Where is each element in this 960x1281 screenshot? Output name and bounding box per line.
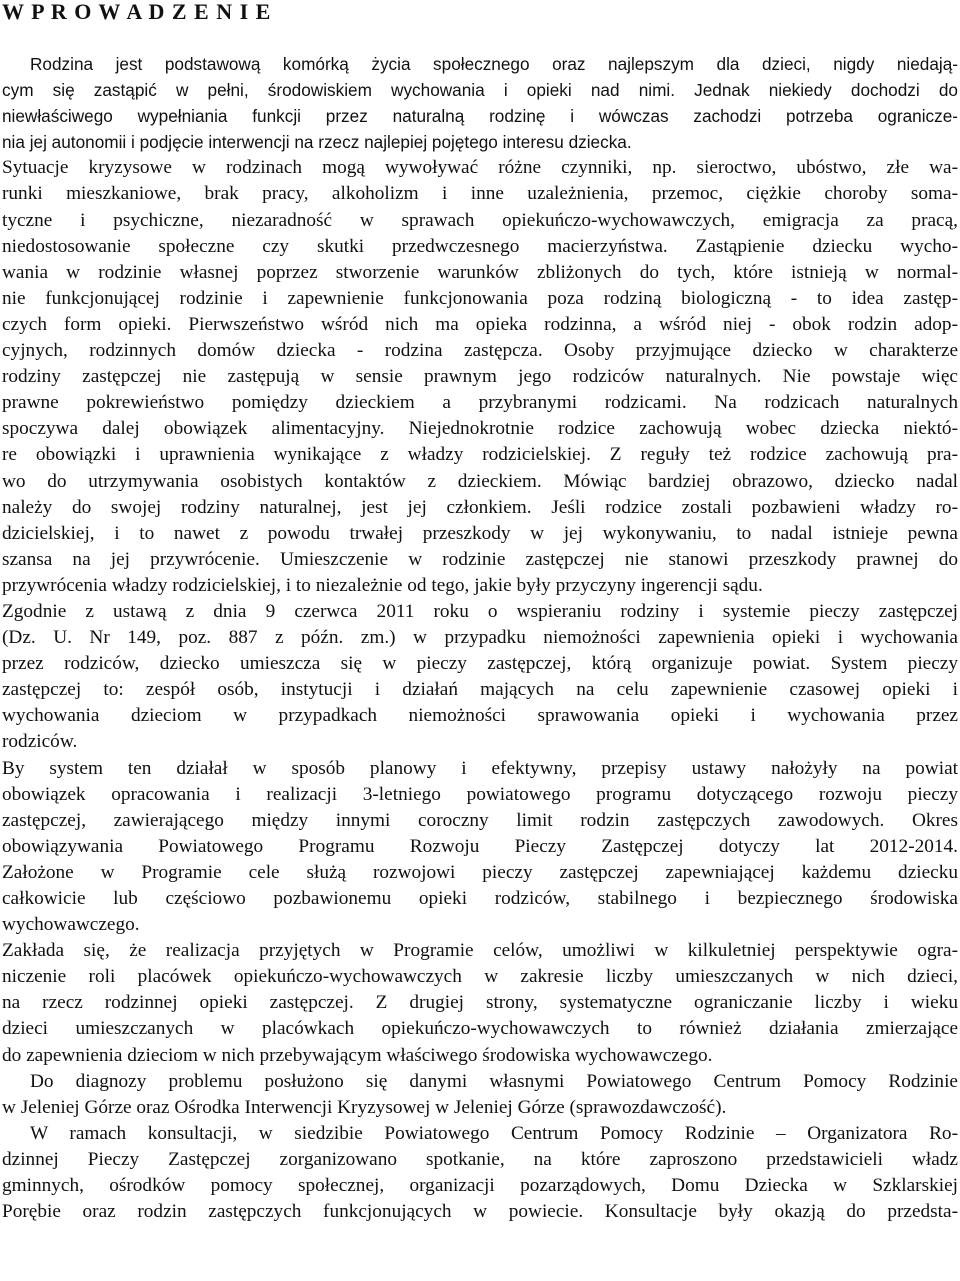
text-line: należy do swojej rodziny naturalnej, jest jej członkiem. Jeśli rodzice zostali pozbawieni władzy ro- [2, 496, 958, 518]
text-line: re obowiązki i uprawnienia wynikające z władzy rodzicielskiej. Z reguły też rodzice zachowują pra- [2, 444, 958, 466]
text-line: czych form opieki. Pierwszeństwo wśród nich ma opieka rodzinna, a wśród niej - obok rodzin adop- [2, 313, 958, 335]
text-line: wo do utrzymywania osobistych kontaktów z dzieckiem. Mówiąc bardziej obrazowo, dziecko nadal [2, 470, 958, 492]
text-line: przywrócenia władzy rodzicielskiej, i to niezależnie od tego, jakie były przyczyny ingerencji sądu. [2, 574, 763, 596]
body-text [2, 51, 958, 1225]
text-line: wychowawczego. [2, 914, 140, 936]
text-line: gminnych, ośrodków pomocy społecznej, organizacji pozarządowych, Domu Dziecka w Szklarskiej [2, 1175, 958, 1197]
text-line: Zakłada się, że realizacja przyjętych w Programie celów, umożliwi w kilkuletniej perspektywie ogra- [2, 940, 958, 962]
text-line: rodziny zastępczej nie zastępują w sensie prawnym jego rodziców naturalnych. Nie powstaje więc [2, 366, 958, 388]
text-line: Rodzina jest podstawową komórką życia społecznego oraz najlepszym dla dzieci, nigdy niedają- [30, 54, 958, 74]
text-line: cyjnych, rodzinnych domów dziecka - rodzina zastępcza. Osoby przyjmujące dziecko w charakterze [2, 340, 958, 362]
text-line: w Jeleniej Górze oraz Ośrodka Interwencji Kryzysowej w Jeleniej Górze (sprawozdawczość). [2, 1096, 727, 1118]
text-line: nia jej autonomii i podjęcie interwencji na rzecz najlepiej pojętego interesu dziecka. [2, 132, 632, 153]
text-line: tyczne i psychiczne, niezaradność w sprawach opiekuńczo-wychowawczych, emigracja za pracą, [2, 209, 958, 231]
text-line: niedostosowanie społeczne czy skutki przedwczesnego macierzyństwa. Zastąpienie dziecku wycho- [2, 235, 958, 257]
text-line: na rzecz rodzinnej opieki zastępczej. Z drugiej strony, systematyczne ograniczanie liczby i wieku [2, 992, 958, 1014]
text-line: cym się zastąpić w pełni, środowiskiem wychowania i opieki nad nimi. Jednak niekiedy dochodzi do [2, 80, 958, 101]
text-line: Do diagnozy problemu posłużono się danymi własnymi Powiatowego Centrum Pomocy Rodzinie [30, 1070, 958, 1092]
text-line: niczenie roli placówek opiekuńczo-wychowawczych w zakresie liczby umieszczanych w nich dzieci, [2, 966, 958, 988]
text-line: przez rodziców, dziecko umieszcza się w pieczy zastępczej, którą organizuje powiat. System pieczy [2, 653, 958, 675]
text-line: Porębie oraz rodzin zastępczych funkcjonujących w powiecie. Konsultacje były okazją do przedsta- [2, 1201, 958, 1223]
text-line: prawne pokrewieństwo pomiędzy dzieckiem a przybranymi rodzicami. Na rodzicach naturalnych [2, 392, 958, 414]
text-line: dzieci umieszczanych w placówkach opiekuńczo-wychowawczych to również działania zmierzające [2, 1018, 958, 1040]
text-line: dzicielskiej, i to nawet z powodu trwałej przeszkody w jej wykonywaniu, to nadal istnieje pewna [2, 522, 958, 544]
text-line: obowiązek opracowania i realizacji 3-letniego powiatowego programu dotyczącego rozwoju pieczy [2, 783, 958, 805]
text-line: runki mieszkaniowe, brak pracy, alkoholizm i inne uzależnienia, przemoc, ciężkie choroby soma- [2, 183, 958, 205]
text-line: dzinnej Pieczy Zastępczej zorganizowano spotkanie, na które zaproszono przedstawicieli władz [2, 1148, 958, 1170]
text-line: Sytuacje kryzysowe w rodzinach mogą wywoływać różne czynniki, np. sieroctwo, ubóstwo, złe wa- [2, 157, 958, 179]
text-line: całkowicie lub częściowo pozbawionemu opieki rodziców, stabilnego i bezpiecznego środowiska [2, 888, 958, 909]
text-line: Zgodnie z ustawą z dnia 9 czerwca 2011 roku o wspieraniu rodziny i systemie pieczy zastępczej [2, 600, 958, 622]
text-line: nie funkcjonującej rodzinie i zapewnienie funkcjonowania poza rodziną biologiczną - to idea zastęp- [2, 287, 958, 309]
text-line: zastępczej to: zespół osób, instytucji i działań mających na celu zapewnienie czasowej opieki i [2, 679, 958, 701]
text-line: rodziców. [2, 731, 78, 753]
text-line: W ramach konsultacji, w siedzibie Powiatowego Centrum Pomocy Rodzinie – Organizatora Ro- [30, 1122, 958, 1144]
text-line: wychowania dzieciom w przypadkach niemożności sprawowania opieki i wychowania przez [2, 705, 958, 727]
text-line: spoczywa dalej obowiązek alimentacyjny. Niejednokrotnie rodzice zachowują wobec dziecka niektó- [2, 418, 958, 440]
text-line: wania w rodzinie własnej poprzez stworzenie warunków zbliżonych do tych, które istnieją w normal- [2, 261, 958, 283]
text-line: szansa na jej przywrócenie. Umieszczenie w rodzinie zastępczej nie stanowi przeszkody prawnej do [2, 548, 958, 570]
text-line: do zapewnienia dzieciom w nich przebywającym właściwego środowiska wychowawczego. [2, 1044, 713, 1066]
text-line: By system ten działał w sposób planowy i efektywny, przepisy ustawy nałożyły na powiat [2, 757, 958, 779]
text-line: obowiązywania Powiatowego Programu Rozwoju Pieczy Zastępczej dotyczy lat 2012-2014. [2, 835, 958, 857]
text-line: zastępczej, zawierającego między innymi coroczny limit rodzin zastępczych zawodowych. Okres [2, 809, 958, 831]
section-heading: W P R O W A D Z E N I E [2, 0, 272, 24]
text-line: Założone w Programie cele służą rozwojowi pieczy zastępczej zapewniającej każdemu dziecku [2, 861, 958, 883]
text-line: (Dz. U. Nr 149, poz. 887 z późn. zm.) w przypadku niemożności zapewnienia opieki i wychowania [2, 627, 958, 649]
text-line: niewłaściwego wypełniania funkcji przez naturalną rodzinę i wówczas zachodzi potrzeba ogranicze- [2, 106, 958, 127]
